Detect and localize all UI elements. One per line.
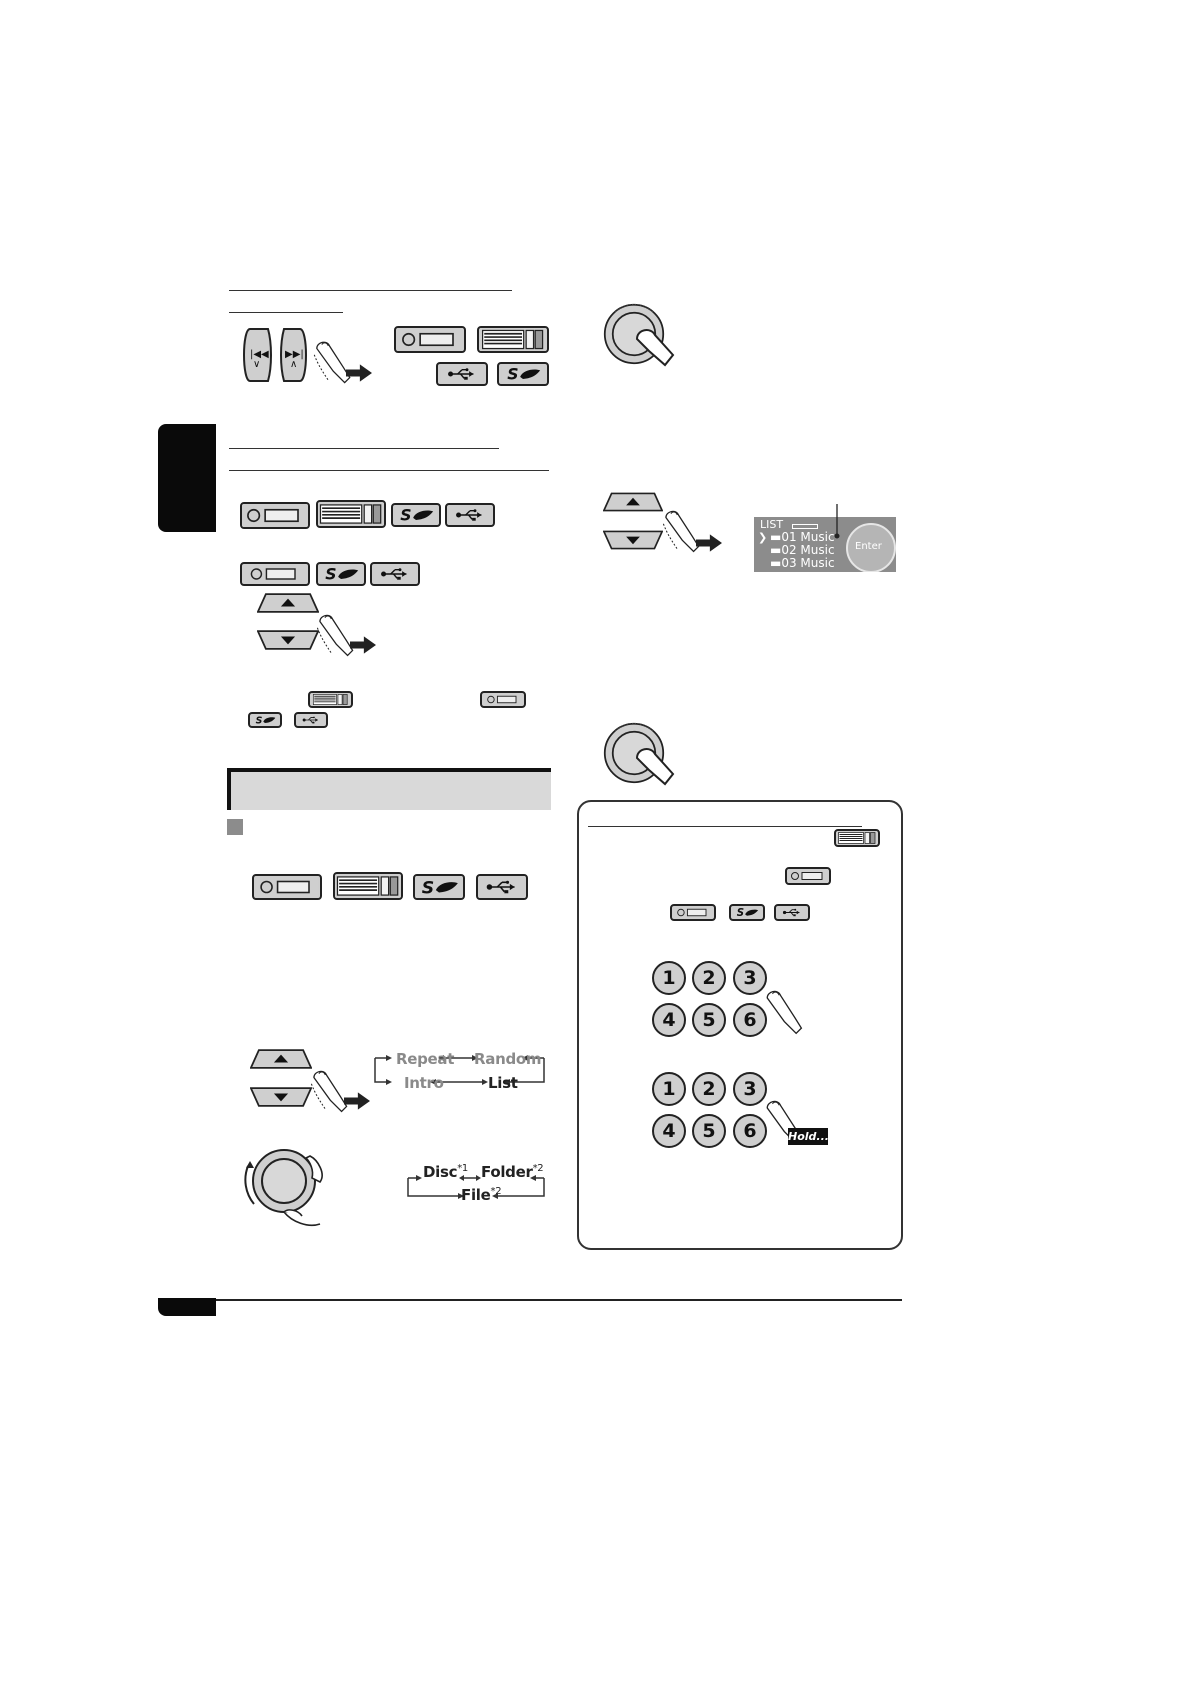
preset-key-1[interactable]: 1 xyxy=(652,1072,686,1106)
list-title-bar xyxy=(792,524,818,529)
control-dial-icon[interactable] xyxy=(244,1148,334,1228)
finger-icon xyxy=(316,614,354,658)
tape-changer-icon xyxy=(834,829,880,847)
mode-repeat: Repeat xyxy=(396,1050,455,1068)
list-item[interactable]: ▬01 Music xyxy=(770,530,835,544)
sd-icon xyxy=(248,712,282,728)
heading-rule xyxy=(229,312,343,313)
page-number-tab xyxy=(158,1298,216,1316)
preset-key-3[interactable]: 3 xyxy=(733,961,767,995)
chevron-right-icon: ❯ xyxy=(758,531,768,544)
footer-rule xyxy=(216,1299,902,1301)
cd-icon xyxy=(480,691,526,708)
preset-key-6[interactable]: 6 xyxy=(733,1114,767,1148)
tape-changer-icon xyxy=(477,326,549,353)
down-arrow-icon[interactable] xyxy=(257,630,319,650)
finger-icon xyxy=(310,1070,348,1114)
finger-icon xyxy=(763,990,803,1036)
arrow-icon xyxy=(344,1092,370,1110)
usb-icon xyxy=(774,904,810,921)
arrow-icon xyxy=(350,636,376,654)
step-marker xyxy=(227,819,243,835)
sd-icon xyxy=(729,904,765,921)
preset-key-4[interactable]: 4 xyxy=(652,1114,686,1148)
search-disc: Disc$^{*1}$ xyxy=(423,1163,468,1181)
list-title: LIST xyxy=(760,518,784,531)
down-arrow-icon[interactable] xyxy=(603,530,663,550)
search-file: File$^{*2}$ xyxy=(461,1186,502,1204)
svg-text:∨: ∨ xyxy=(253,359,261,370)
cd-icon xyxy=(252,874,322,900)
arrow-icon xyxy=(346,364,372,382)
language-tab xyxy=(158,424,216,532)
svg-text:∧: ∧ xyxy=(290,359,298,370)
list-display xyxy=(754,517,896,572)
preset-key-2[interactable]: 2 xyxy=(692,961,726,995)
sd-icon xyxy=(497,362,549,386)
preset-key-5[interactable]: 5 xyxy=(692,1003,726,1037)
usb-icon xyxy=(370,562,420,586)
up-arrow-icon[interactable] xyxy=(250,1048,312,1070)
cd-icon xyxy=(394,326,466,353)
svg-text:|◀◀: |◀◀ xyxy=(250,349,269,360)
mode-list: List xyxy=(488,1074,518,1092)
preset-key-2[interactable]: 2 xyxy=(692,1072,726,1106)
tape-changer-icon xyxy=(333,872,403,900)
list-item[interactable]: ▬02 Music xyxy=(770,543,835,557)
enter-label: Enter xyxy=(855,541,882,552)
heading-rule xyxy=(229,470,549,471)
tape-changer-icon xyxy=(316,500,386,528)
section-banner xyxy=(227,768,551,810)
sd-icon xyxy=(413,874,465,900)
control-dial-icon[interactable] xyxy=(603,722,683,792)
heading-rule xyxy=(588,826,862,827)
preset-key-3[interactable]: 3 xyxy=(733,1072,767,1106)
usb-icon xyxy=(476,874,528,900)
callout-line xyxy=(828,504,844,540)
svg-text:▶▶|: ▶▶| xyxy=(285,349,304,360)
skip-buttons-icon[interactable] xyxy=(240,327,310,383)
control-dial-icon[interactable] xyxy=(603,303,683,373)
tape-changer-icon xyxy=(308,691,353,708)
cd-icon xyxy=(240,502,310,529)
mode-intro: Intro xyxy=(404,1074,444,1092)
sd-icon xyxy=(391,503,441,527)
cd-icon xyxy=(670,904,716,921)
heading-rule xyxy=(229,448,499,449)
usb-icon xyxy=(445,503,495,527)
down-arrow-icon[interactable] xyxy=(250,1086,312,1108)
usb-icon xyxy=(294,712,328,728)
usb-icon xyxy=(436,362,488,386)
finger-icon xyxy=(662,510,700,554)
cd-icon xyxy=(240,562,310,586)
cd-icon xyxy=(785,867,831,885)
heading-rule xyxy=(229,290,512,291)
list-item[interactable]: ▬03 Music xyxy=(770,556,835,570)
mode-random: Random xyxy=(474,1050,542,1068)
search-folder: Folder$^{*2}$ xyxy=(481,1163,544,1181)
up-arrow-icon[interactable] xyxy=(257,593,319,613)
hold-badge: Hold.... xyxy=(788,1130,834,1143)
preset-key-4[interactable]: 4 xyxy=(652,1003,686,1037)
preset-key-5[interactable]: 5 xyxy=(692,1114,726,1148)
preset-key-1[interactable]: 1 xyxy=(652,961,686,995)
sd-icon xyxy=(316,562,366,586)
arrow-icon xyxy=(696,534,722,552)
preset-key-6[interactable]: 6 xyxy=(733,1003,767,1037)
up-arrow-icon[interactable] xyxy=(603,492,663,512)
